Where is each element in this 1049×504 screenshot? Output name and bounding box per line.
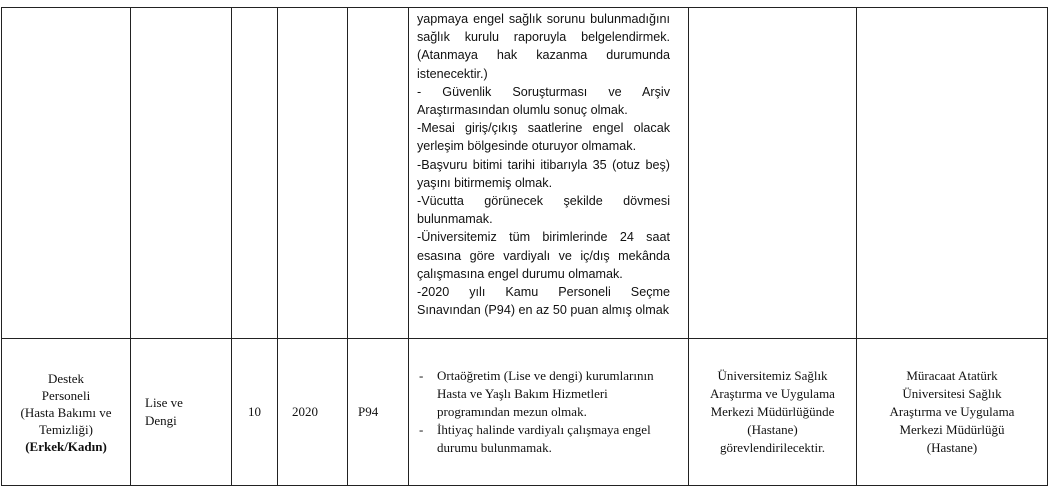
requirement-text: -2020 yılı Kamu Personeli Seçme Sınavından (P94) en az 50 puan almış olmak (417, 285, 670, 318)
assignment-line: görevlendirilecektir. (719, 440, 826, 455)
cell-requirements (409, 339, 689, 486)
requirement-text: İhtiyaç halinde vardiyalı çalışmaya engel durumu bulunmamak. (437, 422, 651, 455)
cell-count: 10 (232, 339, 278, 486)
requirement-text: -Üniversitemiz tüm birimlerinde 24 saat esasına göre vardiyalı ve iç/dış mekânda çalışmasına engel durumu olmamak. (417, 230, 670, 281)
application-line: Müracaat Atatürk (906, 368, 998, 383)
cell-assignment (689, 339, 857, 486)
table-row-continued (2, 8, 1048, 339)
title-line: Temizliği) (39, 421, 93, 437)
dash-bullet: - (419, 368, 424, 383)
title-line: (Hasta Bakımı ve (20, 404, 112, 420)
cell-year: 2020 (278, 339, 348, 486)
assignment-line: Araştırma ve Uygulama (710, 386, 835, 401)
assignment-line: Üniversitemiz Sağlık (717, 368, 828, 383)
education-line: Lise ve (145, 395, 183, 410)
education-line: Dengi (145, 413, 177, 428)
cell-requirements-continued (409, 8, 689, 339)
assignment-line: Merkezi Müdürlüğünde (710, 404, 835, 419)
application-line: (Hastane) (926, 440, 978, 455)
dash-bullet: - (419, 422, 424, 437)
gender-label: (Erkek/Kadın) (25, 438, 107, 454)
requirement-text: yapmaya engel sağlık sorunu bulunmadığını sağlık kurulu raporuyla belgelendirmek. (Atanmaya hak kazanma durumunda istenecektir.) (417, 12, 670, 81)
application-line: Merkezi Müdürlüğü (899, 422, 1005, 437)
application-line: Üniversitesi Sağlık (902, 386, 1002, 401)
cell-title-empty (2, 8, 131, 339)
assignment-line: (Hastane) (747, 422, 798, 437)
title-line: Personeli (41, 387, 91, 403)
cell-application (857, 339, 1048, 486)
table-row-support-staff (2, 339, 1048, 486)
cell-exam: P94 (348, 339, 409, 486)
requirement-text: Ortaöğretim (Lise ve dengi) kurumlarının Hasta ve Yaşlı Bakım Hizmetleri programından mezun olmak. (437, 368, 654, 419)
requirements-list (419, 367, 668, 457)
requirement-text: -Mesai giriş/çıkış saatlerine engel olacak yerleşim bölgesinde oturuyor olmamak. (417, 121, 670, 154)
requirement-text: -Vücutta görünecek şekilde dövmesi bulunmamak. (417, 194, 670, 227)
cell-count-empty (232, 8, 278, 339)
cell-education-empty (131, 8, 232, 339)
cell-assignment-empty (689, 8, 857, 339)
cell-education (131, 339, 232, 486)
requirement-text: -Başvuru bitimi tarihi itibarıyla 35 (otuz beş) yaşını bitirmemiş olmak. (417, 157, 670, 190)
list-item (419, 421, 668, 457)
cell-year-empty (278, 8, 348, 339)
cell-application-empty (857, 8, 1048, 339)
staff-requirements-table (1, 7, 1048, 486)
cell-position-title (2, 339, 131, 486)
application-line: Araştırma ve Uygulama (889, 404, 1015, 419)
list-item (419, 367, 668, 421)
requirement-text: - Güvenlik Soruşturması ve Arşiv Araştırmasından olumlu sonuç olmak. (417, 84, 670, 118)
cell-exam-empty (348, 8, 409, 339)
title-line: Destek (47, 370, 85, 386)
